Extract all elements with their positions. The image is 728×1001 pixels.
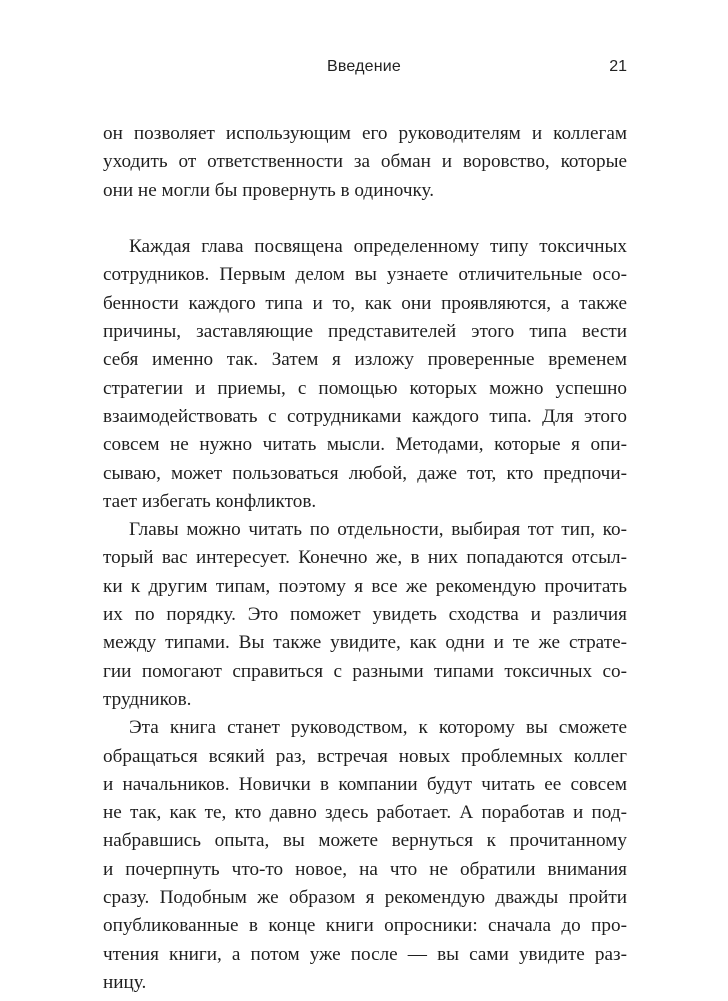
text-line: набравшись опыта, вы можете вернуться к прочитанному xyxy=(103,830,627,852)
text-line: он позволяет использующим его руководителям и коллегам xyxy=(103,123,627,144)
text-line: торый вас интересует. Конечно же, в них попадаются отсыл- xyxy=(103,547,627,569)
text-line: ки к другим типам, поэтому я все же рекомендую прочитать xyxy=(103,575,627,597)
text-line: себя именно так. Затем я изложу проверенные временем xyxy=(103,349,627,371)
text-line: совсем не нужно читать мысли. Методами, которые я опи- xyxy=(103,434,627,456)
text-line: гии помогают справиться с разными типами токсичных со- xyxy=(103,660,627,682)
text-line: трудников. xyxy=(103,688,192,710)
running-head xyxy=(0,58,728,82)
text-line: их по порядку. Это поможет увидеть сходства и различия xyxy=(103,604,627,626)
text-line: и начальников. Новички в компании будут читать ее совсем xyxy=(103,773,627,795)
text-line: сразу. Подобным же образом я рекомендую дважды пройти xyxy=(103,887,627,909)
text-line: обращаться всякий раз, встречая новых проблемных коллег xyxy=(103,745,627,767)
text-line: уходить от ответственности за обман и воровство, которые xyxy=(103,151,627,173)
text-line: сотрудников. Первым делом вы узнаете отличительные осо- xyxy=(103,264,627,286)
paragraph xyxy=(103,120,627,205)
text-line: причины, заставляющие представителей этого типа вести xyxy=(103,321,627,343)
paragraph xyxy=(103,714,627,997)
text-line: и почерпнуть что-то новое, на что не обратили внимания xyxy=(103,858,627,880)
page-number: 21 xyxy=(609,58,627,75)
text-line: бенности каждого типа и то, как они проявляются, а также xyxy=(103,292,627,314)
paragraph xyxy=(103,233,627,516)
text-line: Эта книга станет руководством, к которому вы сможете xyxy=(129,717,627,739)
paragraph-gap xyxy=(103,205,627,233)
section-title: Введение xyxy=(326,58,402,75)
text-line: сываю, может пользоваться любой, даже тот, кто предпочи- xyxy=(103,462,627,484)
text-line: не так, как те, кто давно здесь работает. А поработав и под- xyxy=(103,802,627,824)
text-line: между типами. Вы также увидите, как одни и те же страте- xyxy=(103,632,627,654)
paragraph xyxy=(103,516,627,714)
text-line: тает избегать конфликтов. xyxy=(103,490,317,512)
text-line: взаимодействовать с сотрудниками каждого типа. Для этого xyxy=(103,405,627,427)
text-line: стратегии и приемы, с помощью которых можно успешно xyxy=(103,377,627,399)
text-line: Главы можно читать по отдельности, выбирая тот тип, ко- xyxy=(129,519,627,541)
text-line: чтения книги, а потом уже после — вы сами увидите раз- xyxy=(103,943,627,965)
text-line: они не могли бы провернуть в одиночку. xyxy=(103,179,435,201)
body-text xyxy=(103,120,627,997)
text-line: ницу. xyxy=(103,971,147,993)
text-line: Каждая глава посвящена определенному типу токсичных xyxy=(129,236,627,258)
text-line: опубликованные в конце книги опросники: сначала до про- xyxy=(103,915,627,937)
